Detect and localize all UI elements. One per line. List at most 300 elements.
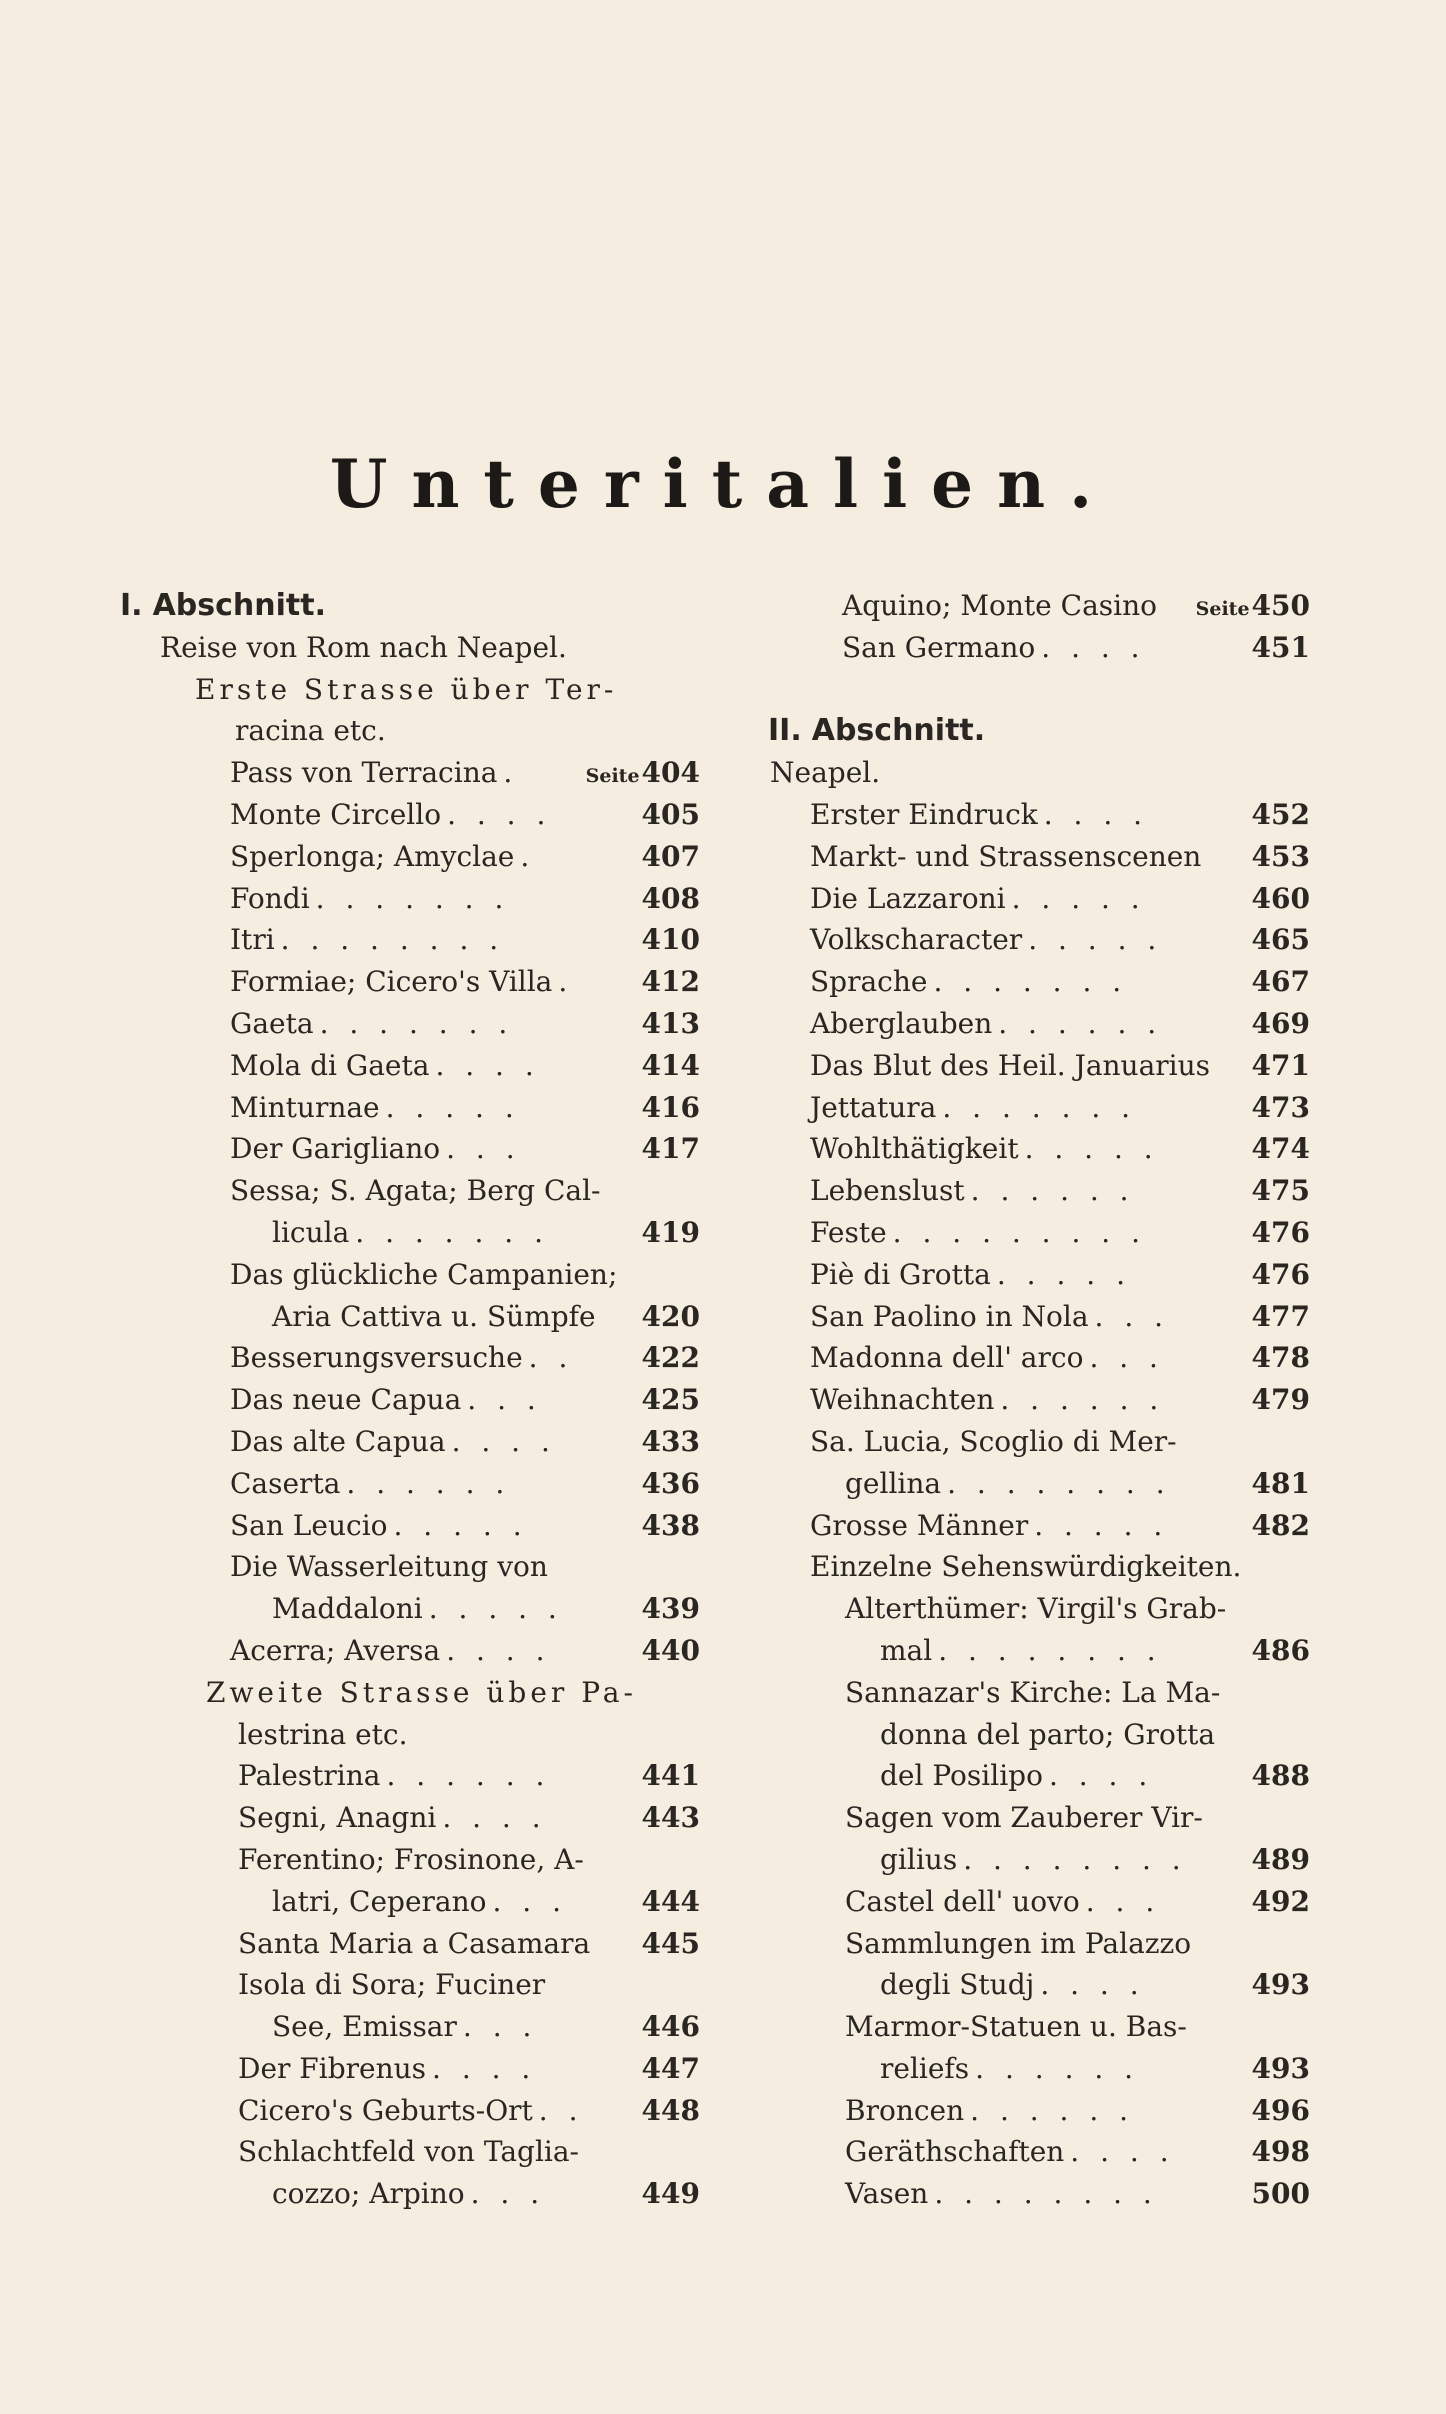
- page-number: [1252, 1337, 1310, 1379]
- section-number: I.: [120, 588, 143, 623]
- page-value: 477: [1251, 1299, 1310, 1333]
- page-value: 496: [1251, 2093, 1310, 2127]
- toc-entry: [120, 1212, 700, 1254]
- page-value: 469: [1251, 1006, 1310, 1040]
- page-value: 419: [641, 1215, 700, 1249]
- entry-title: Erster Eindruck: [810, 797, 1038, 831]
- leader-dots: . . . .: [1040, 1968, 1145, 2002]
- city-heading: Neapel.: [770, 756, 881, 790]
- toc-entry: [120, 752, 700, 794]
- toc-entry: [770, 2131, 1310, 2173]
- page-number: [642, 1755, 700, 1797]
- entry-title: Mola di Gaeta: [230, 1048, 430, 1082]
- toc-entry: [120, 1337, 700, 1379]
- page-number: [1252, 1003, 1310, 1045]
- second-route-line-1: Zweite Strasse über Pa-: [206, 1675, 637, 1709]
- toc-entry: [770, 836, 1310, 878]
- entry-title: licula: [272, 1215, 350, 1249]
- page-value: 500: [1251, 2177, 1310, 2211]
- page-number: [586, 752, 700, 798]
- page-number: [1196, 585, 1310, 631]
- page-number: [642, 794, 700, 836]
- leader-dots: . . . . . . .: [319, 1006, 514, 1040]
- entry-title: Isola di Sora; Fuciner: [238, 1968, 546, 2002]
- entry-title: Jettatura: [810, 1090, 937, 1124]
- page-value: 489: [1251, 1842, 1310, 1876]
- page-number: [642, 1087, 700, 1129]
- leader-dots: . . . . . .: [970, 1174, 1135, 1208]
- page-value: 450: [1251, 589, 1310, 622]
- page-value: 476: [1251, 1257, 1310, 1291]
- page-value: 445: [641, 1926, 700, 1960]
- page-value: 474: [1251, 1132, 1310, 1166]
- page-title: Unteritalien.: [329, 445, 1117, 523]
- toc-entry: [770, 1045, 1310, 1087]
- entry-title: Formiae; Cicero's Villa: [230, 965, 553, 999]
- page-value: 452: [1251, 797, 1310, 831]
- entry-title: Acerra; Aversa: [230, 1633, 441, 1667]
- toc-entry: [120, 2131, 700, 2173]
- page-value: 473: [1251, 1090, 1310, 1124]
- entry-title: Cicero's Geburts-Ort: [238, 2093, 533, 2127]
- page-number: [642, 1630, 700, 1672]
- toc-entry: [770, 1672, 1310, 1714]
- entry-title: Sannazar's Kirche: La Ma-: [845, 1675, 1221, 1709]
- toc-entry: [120, 1797, 700, 1839]
- section-heading-2: [768, 710, 1310, 752]
- entry-title: Grosse Männer: [810, 1508, 1029, 1542]
- leader-dots: . . .: [462, 2010, 538, 2044]
- entry-title: Aberglauben: [810, 1006, 993, 1040]
- leader-dots: . . . .: [446, 1633, 551, 1667]
- toc-entry: [120, 919, 700, 961]
- toc-entry: [120, 1588, 700, 1630]
- page-number: [1252, 1630, 1310, 1672]
- entry-title: Palestrina: [238, 1759, 381, 1793]
- toc-entry: [770, 1714, 1310, 1756]
- page-value: 425: [641, 1383, 700, 1417]
- toc-entry: [770, 878, 1310, 920]
- leader-dots: . . . . . .: [975, 2051, 1140, 2085]
- toc-entry: [120, 1881, 700, 1923]
- entry-title: Sprache: [810, 965, 928, 999]
- leader-dots: . . . .: [1041, 630, 1146, 664]
- leader-dots: . . . . . . . . .: [892, 1215, 1146, 1249]
- entry-title: Besserungsversuche: [230, 1341, 523, 1375]
- entry-title: donna del parto; Grotta: [880, 1717, 1216, 1751]
- section-label: Abschnitt.: [152, 588, 326, 623]
- page-value: 420: [641, 1299, 700, 1333]
- leader-dots: . . .: [1085, 1884, 1161, 1918]
- leader-dots: . . . . .: [1028, 923, 1163, 957]
- right-column: [770, 585, 1310, 2215]
- entry-title: Der Fibrenus: [238, 2051, 427, 2085]
- spacer: [770, 669, 1310, 711]
- entry-title: San Leucio: [230, 1508, 388, 1542]
- toc-entry: [770, 2173, 1310, 2215]
- leader-dots: . . .: [1089, 1341, 1164, 1375]
- toc-entry: [120, 794, 700, 836]
- toc-entry: [770, 1881, 1310, 1923]
- toc-entry: [120, 1630, 700, 1672]
- toc-entry: [120, 961, 700, 1003]
- seite-label: Seite: [1195, 598, 1250, 620]
- leader-dots: . . . . .: [1011, 881, 1146, 915]
- leader-dots: . . .: [446, 1132, 521, 1166]
- toc-entry: [770, 1212, 1310, 1254]
- toc-entry: [770, 1337, 1310, 1379]
- entry-title: del Posilipo: [880, 1759, 1043, 1793]
- toc-entry: [770, 1003, 1310, 1045]
- entry-title: Aria Cattiva u. Sümpfe: [272, 1299, 596, 1333]
- entry-title: Die Lazzaroni: [810, 881, 1006, 915]
- entry-title: Itri: [230, 923, 275, 957]
- leader-dots: . . . . . . . .: [934, 2177, 1158, 2211]
- entry-title: Der Garigliano: [230, 1132, 441, 1166]
- toc-entry: [770, 1546, 1310, 1588]
- toc-entry: [770, 1463, 1310, 1505]
- page-number: [1252, 1755, 1310, 1797]
- entry-title: San Paolino in Nola: [810, 1299, 1089, 1333]
- entry-title: Das neue Capua: [230, 1383, 462, 1417]
- toc-entry: [770, 1797, 1310, 1839]
- entry-title: cozzo; Arpino: [272, 2177, 465, 2211]
- page-value: 486: [1251, 1633, 1310, 1667]
- entry-title: Piè di Grotta: [810, 1257, 991, 1291]
- page-value: 433: [641, 1424, 700, 1458]
- page-number: [642, 2173, 700, 2215]
- toc-entry: [770, 1421, 1310, 1463]
- page-number: [1252, 1881, 1310, 1923]
- entry-title: See, Emissar: [272, 2010, 457, 2044]
- page-value: 410: [641, 923, 700, 957]
- leader-dots: .: [520, 839, 536, 873]
- toc-entry: [120, 1003, 700, 1045]
- page-number: [642, 1505, 700, 1547]
- leader-dots: . . . . .: [393, 1508, 528, 1542]
- page-number: [1252, 627, 1310, 669]
- page-number: [1252, 961, 1310, 1003]
- toc-entry: [770, 1087, 1310, 1129]
- entry-title: gellina: [845, 1466, 942, 1500]
- page-number: [1252, 1296, 1310, 1338]
- toc-entry: [120, 836, 700, 878]
- page-value: 436: [641, 1466, 700, 1500]
- left-column: [120, 585, 700, 2215]
- section-number: II.: [768, 713, 802, 749]
- leader-dots: . . . .: [432, 2051, 537, 2085]
- page-value: 414: [641, 1048, 700, 1082]
- page-value: 404: [641, 756, 700, 790]
- leader-dots: . . . .: [442, 1801, 547, 1835]
- toc-entry: [120, 2173, 700, 2215]
- page-value: 439: [641, 1592, 700, 1626]
- toc-entry: [770, 1755, 1310, 1797]
- entry-title: Santa Maria a Casamara: [238, 1926, 591, 1960]
- page-number: [642, 1379, 700, 1421]
- toc-entry: [120, 878, 700, 920]
- page-number: [642, 1463, 700, 1505]
- toc-entry: [770, 1964, 1310, 2006]
- page-value: 453: [1251, 839, 1310, 873]
- page-value: 479: [1251, 1383, 1310, 1417]
- seite-label: Seite: [585, 765, 640, 788]
- page-value: 408: [641, 881, 700, 915]
- page-number: [1252, 1379, 1310, 1421]
- page-value: 460: [1251, 881, 1310, 915]
- page-value: 493: [1251, 1968, 1310, 2002]
- entry-title: mal: [880, 1633, 933, 1667]
- first-route-line-2: racina etc.: [235, 714, 386, 748]
- page-value: 478: [1251, 1341, 1310, 1375]
- toc-entry: [770, 1254, 1310, 1296]
- leader-dots: . . . . . . . .: [280, 923, 505, 957]
- entry-title: gilius: [880, 1842, 958, 1876]
- page-value: 476: [1251, 1215, 1310, 1249]
- page-number: [1252, 1254, 1310, 1296]
- leader-dots: . . .: [492, 1884, 568, 1918]
- entry-title: Castel dell' uovo: [845, 1884, 1080, 1918]
- leader-dots: . . . . . . . .: [947, 1466, 1171, 1500]
- page-value: 444: [641, 1884, 700, 1918]
- toc-entry: [770, 1923, 1310, 1965]
- page-number: [642, 1421, 700, 1463]
- toc-entry: [120, 1128, 700, 1170]
- entry-title: Ferentino; Frosinone, A-: [238, 1842, 584, 1876]
- page-number: [642, 961, 700, 1003]
- page-number: [1252, 1505, 1310, 1547]
- page-value: 417: [641, 1132, 700, 1166]
- page-value: 443: [641, 1801, 700, 1835]
- entry-title: Einzelne Sehenswürdigkeiten.: [810, 1550, 1242, 1584]
- page-value: 416: [641, 1090, 700, 1124]
- page-number: [1252, 836, 1310, 878]
- page-value: 447: [641, 2051, 700, 2085]
- toc-entry: [770, 1296, 1310, 1338]
- leader-dots: . . .: [1094, 1299, 1170, 1333]
- page-value: 488: [1251, 1759, 1310, 1793]
- entry-title: latri, Ceperano: [272, 1884, 487, 1918]
- entry-title: Markt- und Strassenscenen: [810, 839, 1202, 873]
- page-number: [642, 1588, 700, 1630]
- left-entries-2: [120, 1755, 700, 2215]
- page-number: [642, 878, 700, 920]
- entry-title: Sa. Lucia, Scoglio di Mer-: [810, 1424, 1177, 1458]
- toc-entry: [120, 1045, 700, 1087]
- page-number: [1252, 919, 1310, 961]
- page-value: 492: [1251, 1884, 1310, 1918]
- leader-dots: . . . .: [435, 1048, 540, 1082]
- leader-dots: . .: [538, 2093, 584, 2127]
- entry-title: Segni, Anagni: [238, 1801, 437, 1835]
- page-value: 405: [641, 797, 700, 831]
- toc-entry: [120, 1923, 700, 1965]
- toc-entry: [770, 919, 1310, 961]
- leader-dots: . . . . .: [385, 1090, 520, 1124]
- toc-entry: [770, 1588, 1310, 1630]
- toc-entry: [120, 1087, 700, 1129]
- route-heading: Reise von Rom nach Neapel.: [160, 630, 567, 664]
- toc-entry: [120, 2006, 700, 2048]
- toc-entry: [120, 2048, 700, 2090]
- toc-entry: [770, 961, 1310, 1003]
- page-number: [1252, 1463, 1310, 1505]
- page-number: [1252, 2173, 1310, 2215]
- toc-entry: [120, 1379, 700, 1421]
- page-number: [642, 1923, 700, 1965]
- toc-entry: [120, 1546, 700, 1588]
- page-value: 449: [641, 2177, 700, 2211]
- leader-dots: . . . .: [1043, 797, 1149, 831]
- entry-title: Fondi: [230, 881, 310, 915]
- page-value: 493: [1251, 2051, 1310, 2085]
- page-value: 481: [1251, 1466, 1310, 1500]
- leader-dots: . . . . .: [428, 1592, 563, 1626]
- leader-dots: . . . . . .: [1000, 1383, 1165, 1417]
- toc-entry: [770, 2048, 1310, 2090]
- leader-dots: . . . . .: [996, 1257, 1131, 1291]
- leader-dots: . . . . . . .: [933, 965, 1128, 999]
- entry-title: reliefs: [880, 2051, 970, 2085]
- toc-entry: [770, 1630, 1310, 1672]
- page-value: 438: [641, 1508, 700, 1542]
- entry-title: Lebenslust: [810, 1174, 965, 1208]
- toc-entry: [120, 1505, 700, 1547]
- entry-title: Schlachtfeld von Taglia-: [238, 2135, 580, 2169]
- page-value: 440: [641, 1633, 700, 1667]
- page-number: [1252, 1128, 1310, 1170]
- page-number: [1252, 1045, 1310, 1087]
- page-number: [1252, 1170, 1310, 1212]
- toc-entry: [770, 1505, 1310, 1547]
- toc-entry: [120, 1964, 700, 2006]
- page-number: [642, 1797, 700, 1839]
- second-route-line-2: lestrina etc.: [238, 1717, 408, 1751]
- page-number: [1252, 794, 1310, 836]
- page-number: [1252, 1839, 1310, 1881]
- leader-dots: . . . . . .: [386, 1759, 551, 1793]
- page-value: 448: [641, 2093, 700, 2127]
- entry-title: Weihnachten: [810, 1383, 995, 1417]
- leader-dots: . . . . . .: [970, 2093, 1135, 2127]
- page-number: [1252, 1212, 1310, 1254]
- page-number: [1252, 2090, 1310, 2132]
- entry-title: Gaeta: [230, 1006, 314, 1040]
- right-top-entries: [770, 585, 1310, 669]
- page-number: [642, 2090, 700, 2132]
- toc-entry: [120, 1296, 700, 1338]
- toc-entry: [770, 1839, 1310, 1881]
- page-value: 413: [641, 1006, 700, 1040]
- toc-entry: [120, 1839, 700, 1881]
- toc-entry: [120, 1463, 700, 1505]
- leader-dots: . . . . . . .: [355, 1215, 549, 1249]
- entry-title: Vasen: [845, 2177, 929, 2211]
- leader-dots: . . . . . . .: [315, 881, 510, 915]
- right-entries: [770, 794, 1310, 2215]
- toc-entry: [770, 1128, 1310, 1170]
- leader-dots: . .: [528, 1341, 574, 1375]
- page-value: 465: [1251, 923, 1310, 957]
- leader-dots: . . . . . .: [998, 1006, 1163, 1040]
- toc-entry: [770, 2090, 1310, 2132]
- toc-entry: [770, 585, 1310, 627]
- page-number: [642, 1296, 700, 1338]
- entry-title: degli Studj: [880, 1968, 1035, 2002]
- page-number: [642, 919, 700, 961]
- entry-title: Wohlthätigkeit: [810, 1132, 1019, 1166]
- entry-title: Broncen: [845, 2093, 965, 2127]
- page-value: 407: [641, 839, 700, 873]
- page-value: 451: [1251, 630, 1310, 664]
- toc-entry: [120, 1170, 700, 1212]
- section-label: Abschnitt.: [811, 713, 986, 749]
- toc-entry: [770, 1170, 1310, 1212]
- entry-title: San Germano: [842, 630, 1036, 664]
- entry-title: Das alte Capua: [230, 1424, 446, 1458]
- page-number: [642, 1003, 700, 1045]
- toc-entry: [120, 1421, 700, 1463]
- toc-entry: [120, 1254, 700, 1296]
- entry-title: Feste: [810, 1215, 887, 1249]
- section-heading-1: [120, 585, 700, 627]
- toc-entry: [770, 627, 1310, 669]
- page-value: 441: [641, 1759, 700, 1793]
- page-number: [1252, 2131, 1310, 2173]
- page-number: [642, 1212, 700, 1254]
- leader-dots: . . . . . . . .: [963, 1842, 1187, 1876]
- leader-dots: .: [503, 756, 519, 790]
- leader-dots: . . . .: [1070, 2135, 1175, 2169]
- page-number: [642, 1128, 700, 1170]
- page-number: [642, 1045, 700, 1087]
- page-number: [1252, 1964, 1310, 2006]
- leader-dots: .: [558, 965, 574, 999]
- entry-title: Caserta: [230, 1466, 341, 1500]
- leader-dots: . . .: [470, 2177, 546, 2211]
- page-number: [1252, 878, 1310, 920]
- entry-title: Minturnae: [230, 1090, 380, 1124]
- entry-title: Volkscharacter: [810, 923, 1023, 957]
- entry-title: Pass von Terracina: [230, 756, 498, 790]
- entry-title: Das Blut des Heil. Januarius: [810, 1048, 1211, 1082]
- page-value: 467: [1251, 965, 1310, 999]
- left-entries: [120, 752, 700, 1672]
- entry-title: Die Wasserleitung von: [230, 1550, 548, 1584]
- entry-title: Sagen vom Zauberer Vir-: [845, 1801, 1203, 1835]
- toc-entry: [770, 2006, 1310, 2048]
- entry-title: Monte Circello: [230, 797, 442, 831]
- entry-title: Maddaloni: [272, 1592, 423, 1626]
- entry-title: Geräthschaften: [845, 2135, 1065, 2169]
- leader-dots: . . . . . .: [346, 1466, 511, 1500]
- entry-title: Das glückliche Campanien;: [230, 1257, 618, 1291]
- entry-title: Sammlungen im Palazzo: [845, 1926, 1192, 1960]
- page-value: 482: [1251, 1508, 1310, 1542]
- toc-entry: [120, 1755, 700, 1797]
- leader-dots: . . .: [467, 1383, 542, 1417]
- entry-title: Aquino; Monte Casino: [842, 589, 1157, 622]
- page-number: [1252, 1087, 1310, 1129]
- page-number: [642, 2048, 700, 2090]
- toc-entry: [120, 2090, 700, 2132]
- entry-title: Sperlonga; Amyclae: [230, 839, 515, 873]
- page-value: 446: [641, 2010, 700, 2044]
- page-number: [642, 1337, 700, 1379]
- leader-dots: . . . . . . . .: [938, 1633, 1162, 1667]
- page-value: 471: [1251, 1048, 1310, 1082]
- page-number: [1252, 2048, 1310, 2090]
